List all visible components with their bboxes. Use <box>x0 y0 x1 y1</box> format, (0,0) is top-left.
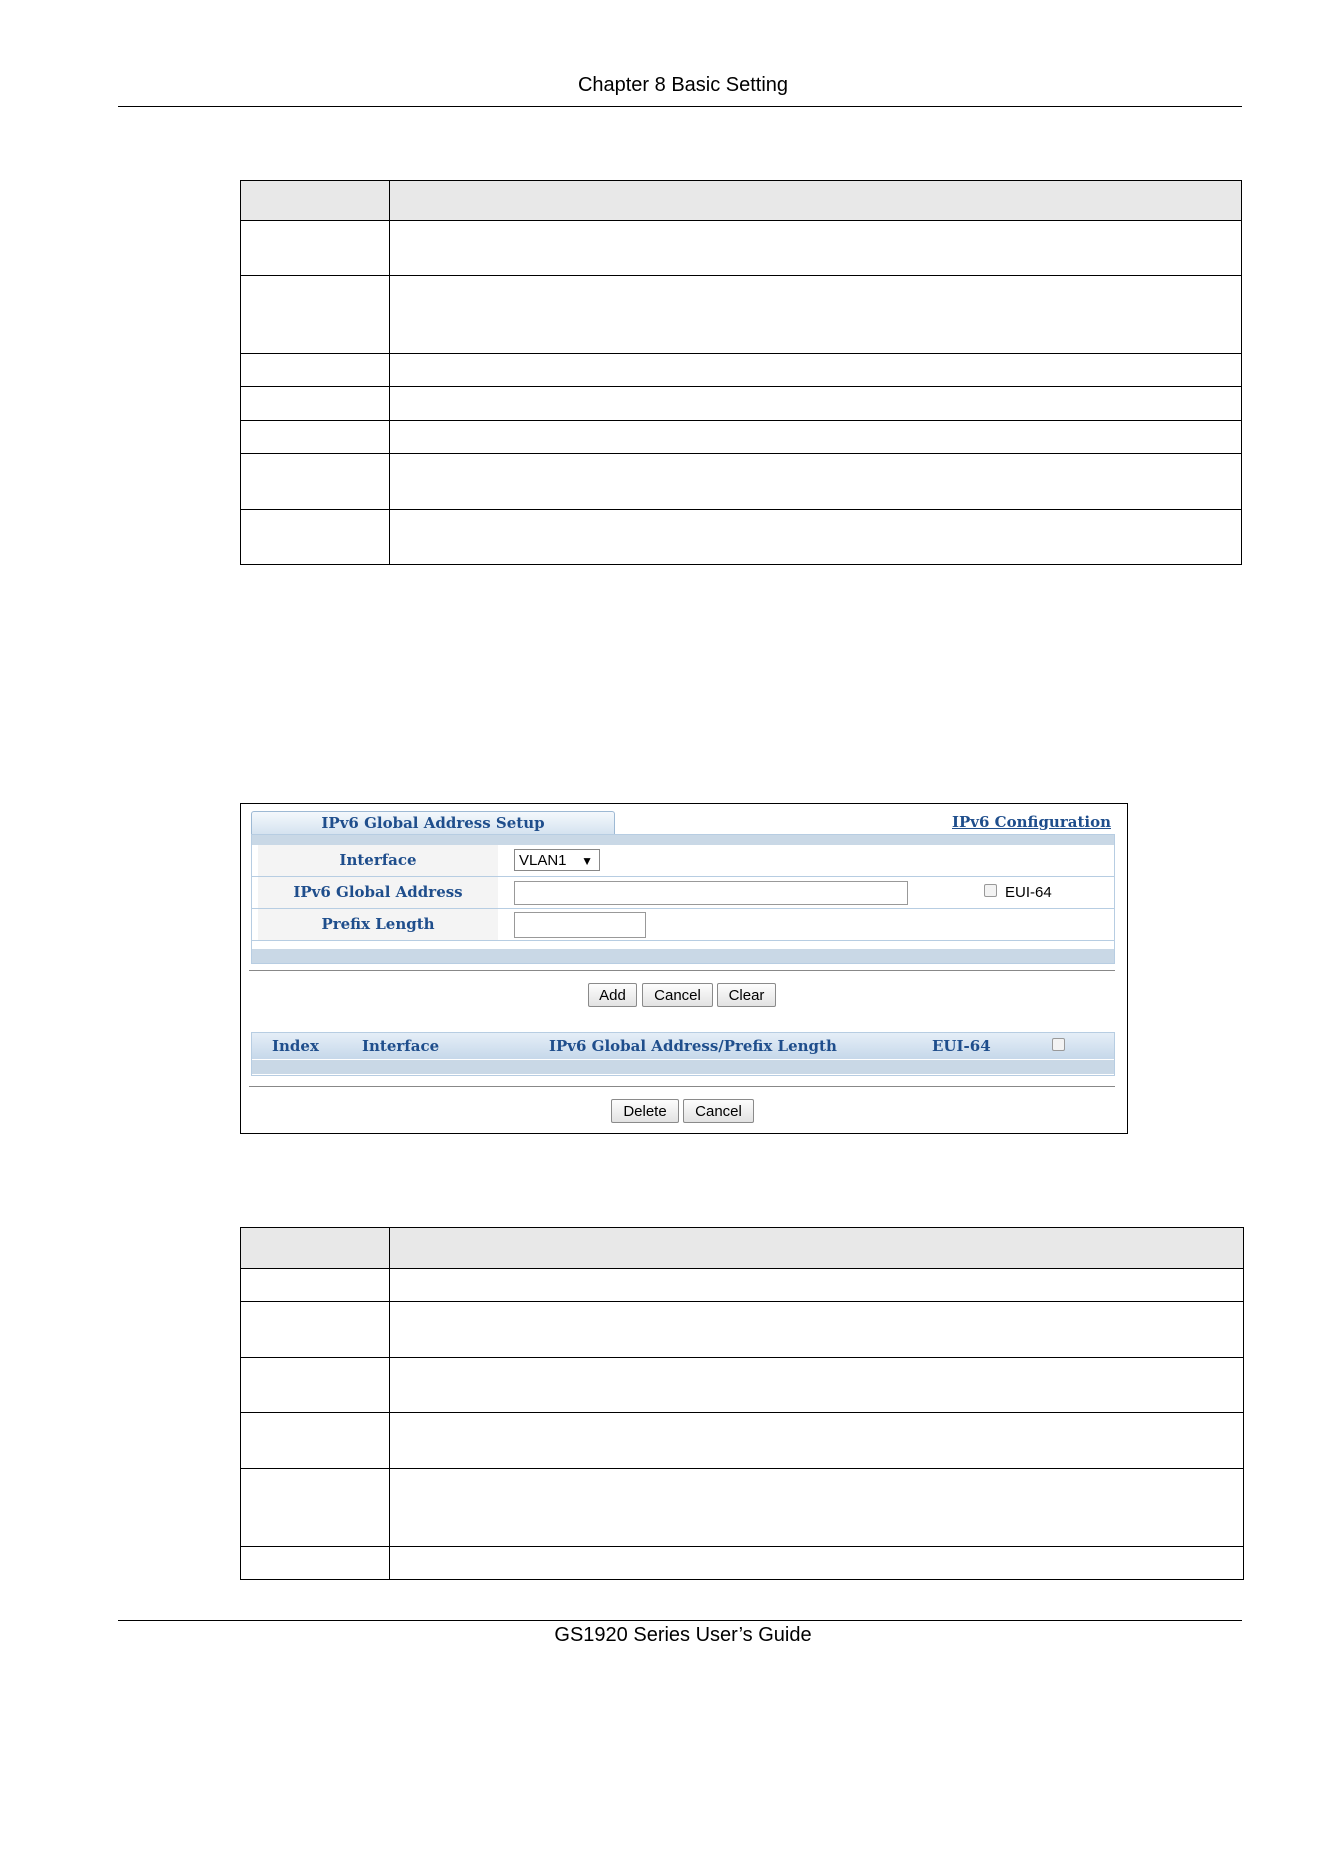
guide-footer: GS1920 Series User’s Guide <box>554 1624 812 1646</box>
footer-rule <box>118 1620 1242 1621</box>
address-list <box>251 1032 1115 1076</box>
add-button[interactable]: Add <box>588 983 637 1007</box>
global-address-row <box>252 877 1114 909</box>
form-bottom-bar <box>252 949 1114 963</box>
column-interface: Interface <box>362 1037 440 1055</box>
global-address-label: IPv6 Global Address <box>258 877 498 908</box>
divider <box>249 970 1115 971</box>
address-form <box>251 834 1115 964</box>
ipv6-global-address-screen <box>240 803 1128 1134</box>
eui64-label: EUI-64 <box>1005 884 1052 901</box>
cancel-list-button[interactable]: Cancel <box>683 1099 754 1123</box>
global-address-input[interactable] <box>514 881 908 905</box>
interface-row <box>252 845 1114 877</box>
delete-button[interactable]: Delete <box>611 1099 679 1123</box>
list-header <box>252 1033 1114 1059</box>
eui64-checkbox[interactable] <box>984 884 997 897</box>
chapter-header: Chapter 8 Basic Setting <box>577 74 789 96</box>
bottom-field-table <box>240 1227 1244 1580</box>
prefix-length-label: Prefix Length <box>258 909 498 940</box>
prefix-length-row <box>252 909 1114 941</box>
interface-label: Interface <box>258 845 498 876</box>
form-top-bar <box>252 835 1114 845</box>
prefix-length-input[interactable] <box>514 912 646 938</box>
tab-ipv6-global-address-setup[interactable]: IPv6 Global Address Setup <box>251 811 615 834</box>
select-all-checkbox[interactable] <box>1052 1038 1065 1051</box>
column-address: IPv6 Global Address/Prefix Length <box>549 1037 837 1055</box>
ipv6-configuration-link[interactable]: IPv6 Configuration <box>952 813 1111 831</box>
column-index: Index <box>272 1037 319 1055</box>
clear-button[interactable]: Clear <box>717 983 776 1007</box>
column-eui64: EUI-64 <box>932 1037 991 1055</box>
top-field-table <box>240 180 1242 565</box>
list-bottom-bar <box>252 1060 1114 1074</box>
chevron-down-icon: ▼ <box>581 854 593 868</box>
interface-value: VLAN1 <box>519 852 567 869</box>
cancel-button[interactable]: Cancel <box>642 983 713 1007</box>
interface-select[interactable] <box>514 849 600 871</box>
header-rule <box>118 106 1242 107</box>
divider <box>249 1086 1115 1087</box>
